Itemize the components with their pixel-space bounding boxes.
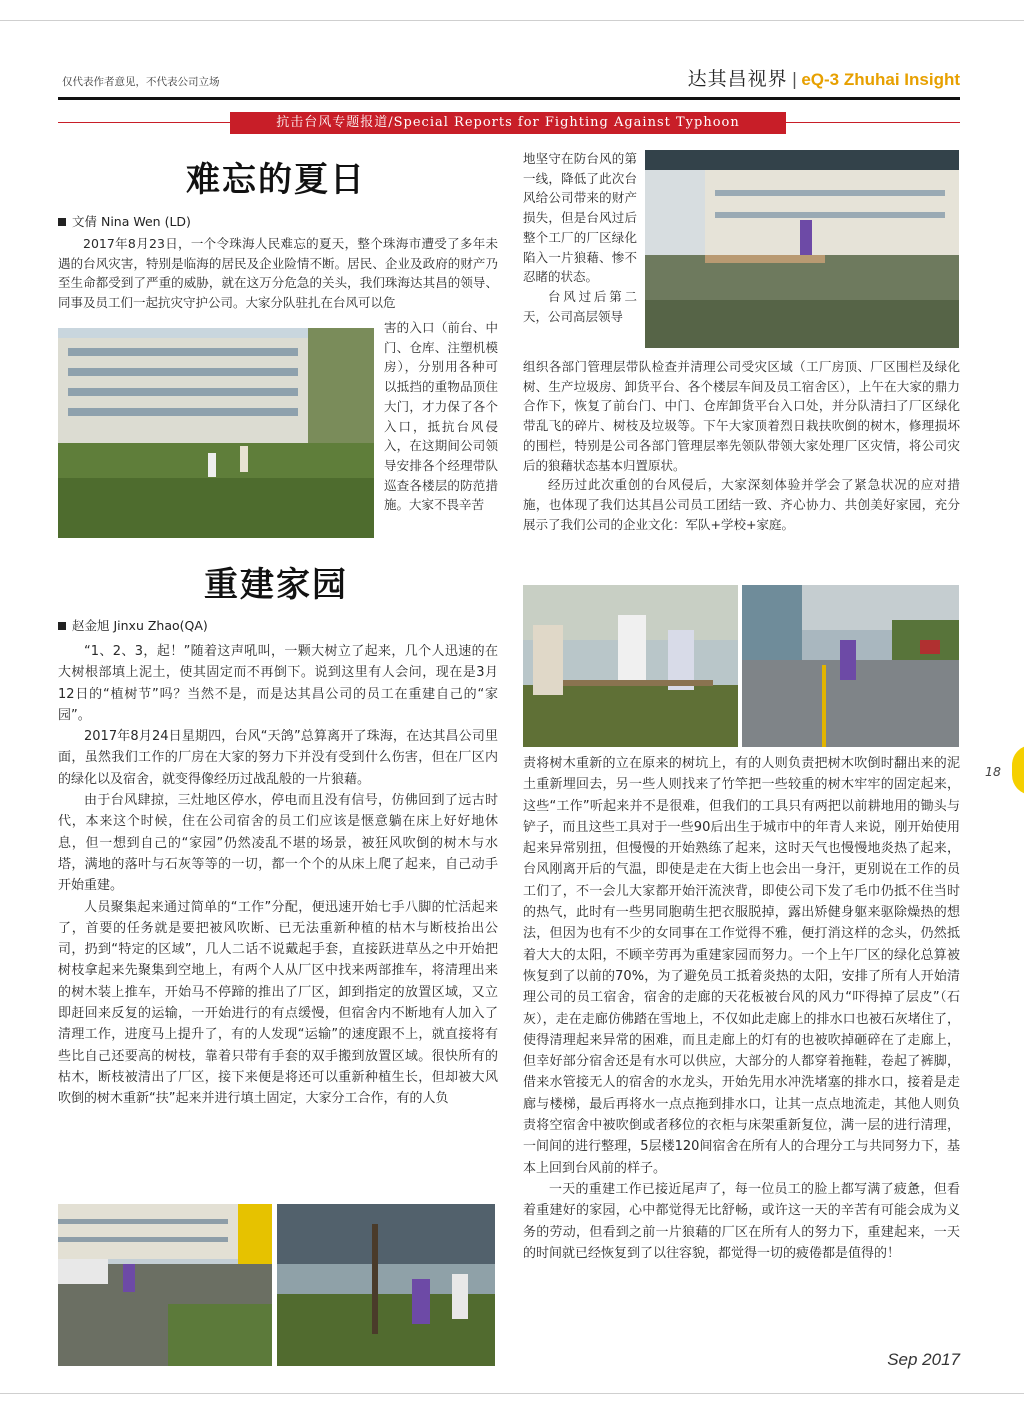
- article1-narrow-para: 害的入口（前台、中门、仓库、注塑机模房），分别用各种可以抵挡的重物品顶住大门，才力保了各个入口，抵抗台风侵入，在这期间公司领导安排各个经理带队巡查各楼层的防范措施。大家不畏辛苦: [384, 320, 498, 513]
- article1-author: 文倩 Nina Wen (LD): [72, 214, 191, 229]
- article2-left-column: [58, 641, 498, 1110]
- article2-title: 重建家园: [204, 565, 348, 605]
- article2-left-para: 由于台风肆掠，三灶地区停水，停电而且没有信号，仿佛回到了远古时代，本来这个时候，住在公司宿舍的员工们应该是惬意躺在床上好好地休息，但一想到自己的“家园”仍然凌乱不堪的场景，被狂风吹倒的树木与水塔，满地的落叶与石灰等等的一切，都一个个的从床上爬了起来，自己动手开始重建。: [58, 793, 498, 894]
- photo-fallen-trees: [645, 150, 959, 348]
- photo-lifting-tree-image: [523, 585, 738, 747]
- photo-factory-cleanup-image: [58, 328, 374, 538]
- photo-workers-branches-image: [58, 1204, 272, 1366]
- article1-right-top-para: 地坚守在防台风的第一线，降低了此次台风给公司带来的财产损失，但是台风过后整个工厂的厂区绿化陷入一片狼藉、惨不忍睹的状态。: [523, 151, 637, 285]
- article2-byline: [58, 616, 208, 634]
- page-bottom-border: [0, 1393, 1024, 1394]
- article1-right-top: [523, 149, 637, 326]
- header-disclaimer: 仅代表作者意见，不代表公司立场: [62, 76, 220, 88]
- photo-factory-cleanup: [58, 328, 374, 538]
- section-banner: 抗击台风专题报道/Special Reports for Fighting Against Typhoon: [230, 112, 786, 134]
- article1-narrow-column: [384, 318, 498, 515]
- photo-road-debris: [742, 585, 959, 747]
- header-rule: [58, 97, 960, 100]
- article1-right-start: 台风过后第二天，公司高层领导: [523, 288, 637, 324]
- photo-lifting-tree: [523, 585, 738, 747]
- article2-left-para: 人员聚集起来通过简单的“工作”分配，便迅速开始七手八脚的忙活起来了，首要的任务就是要把被风吹断、已无法重新种植的枯木与断枝抬出公司，扔到“特定的区域”，几人二话不说戴起手套，直接跃进草丛之中开始把树枝拿起来先聚集到空地上，有两个人从厂区中找来两部推车，将清理出来的树木装上推车，开始马不停蹄的推出了厂区，卸到指定的放置区域，又立即赶回来反复的运输，一开始进行的有点缓慢，但宿舍内不断地有人加入了清理工作，进度马上提升了，有的人发现“运输”的速度跟不上，就直接将有些比自己还要高的树枝，靠着只带有手套的双手搬到放置区域。很快所有的枯木，断枝被清出了厂区，接下来便是将还可以重新种植生长，但却被大风吹倒的树木重新“扶”起来并进行填土固定，大家分工合作，有的人负: [58, 899, 498, 1107]
- article1-intro-para: 2017年8月23日，一个令珠海人民难忘的夏天，整个珠海市遭受了多年未遇的台风灾害，特别是临海的居民及企业险情不断。居民、企业及政府的财产乃至生命都受到了严重的威胁，就在这万分危急的关头，我们珠海达其昌的领导、同事及员工们一起抗灾守护公司。大家分队驻扎在台风可以危: [58, 236, 498, 311]
- article2-left-para: “1、2、3，起！”随着这声吼叫，一颗大树立了起来，几个人迅速的在大树根部填上泥土，使其固定而不再倒下。说到这里有人会问，现在是3月12日的“植树节”吗？当然不是，而是达其昌公司的员工在重建自己的“家园”。: [58, 644, 498, 723]
- photo-road-debris-image: [742, 585, 959, 747]
- photo-fallen-trees-image: [645, 150, 959, 348]
- brand-chinese: 达其昌视界: [687, 68, 788, 90]
- byline-square-icon: [58, 218, 66, 226]
- article1-right-continued: [523, 357, 960, 534]
- article1-intro: [58, 234, 498, 313]
- page-top-border: [0, 20, 1024, 21]
- article1-closing: 经历过此次重创的台风侵后，大家深刻体验并学会了紧急状况的应对措施，也体现了我们达其昌公司员工团结一致、齐心协力、共创美好家园，充分展示了我们公司的企业文化：军队+学校+家庭。: [523, 477, 960, 532]
- article2-author: 赵金旭 Jinxu Zhao(QA): [72, 618, 208, 633]
- header-brand: [688, 64, 960, 91]
- banner-line-right: [786, 122, 960, 123]
- article1-right-cont: 组织各部门管理层带队检查并清理公司受灾区域（工厂房顶、厂区围栏及绿化树、生产垃圾房、卸货平台、各个楼层车间及员工宿舍区），上午在大家的鼎力合作下，恢复了前台门、中门、仓库卸货平台入口处，并分队清扫了厂区绿化带乱飞的碎片、树枝及垃圾等。下午大家顶着烈日栽扶吹倒的树木，修理损坏的围栏，特别是公司各部门管理层率先领队带领大家处理厂区灾情，将公司灾后的狼藉状态基本归置原状。: [523, 359, 960, 473]
- byline-square-icon: [58, 622, 66, 630]
- article2-right-para: 责将树木重新的立在原来的树坑上，有的人则负责把树木吹倒时翻出来的泥土重新埋回去，另一些人则找来了竹竿把一些较重的树木牢牢的固定起来，这些“工作”听起来并不是很难，但我们的工具只有两把以前耕地用的锄头与铲子，而且这些工具对于一些90后出生于城市中的年青人来说，刚开始使用起来异常别扭，但慢慢的开始熟练了起来，这时天气也慢慢地炎热了起来，台风刚离开后的气温，即使是走在大街上也会出一身汗，更别说在工作的员工们了，不一会儿大家都开始汗流浃背，即使公司下发了毛巾仍抵不住当时的热气，此时有一些男同胞萌生把衣服脱掉，露出矫健身躯来驱除燥热的想法，但因为也有不少的女同事在工作觉得不雅，便打消这样的念头，仍然抵着大大的太阳，不顾辛劳再为重建家园而努力。一个上午厂区的绿化总算被恢复到了以前的70%，为了避免员工抵着炎热的太阳，安排了所有人开始清理公司的员工宿舍，宿舍的走廊的天花板被台风的风力“吓得掉了层皮”（石灰），走在走廊仿佛踏在雪地上，不仅如此走廊上的排水口也被石灰堵住了，使得清理起来异常的困难，而且走廊上的灯有的也被吹掉砸碎在了走廊上，但幸好部分宿舍还是有水可以供应，大部分的人都穿着拖鞋，卷起了裤脚，借来水管接无人的宿舍的水龙头，开始先用水冲洗堵塞的排水口，接着是走廊与楼梯，最后再将水一点点拖到排水口，让其一点点地流走，其他人则负责将空宿舍中被吹倒或者移位的衣柜与床架重新复位，满一层的进行清理，一间间的进行整理，5层楼120间宿舍在所有人的合理分工与共同努力下，基本上回到台风前的样子。: [523, 756, 960, 1176]
- brand-separator: |: [791, 70, 798, 90]
- page-tab-marker: [1012, 745, 1024, 795]
- page-number: 18: [985, 764, 1001, 779]
- photo-tree-planting-image: [277, 1204, 495, 1366]
- article2-right-para: 一天的重建工作已接近尾声了，每一位员工的脸上都写满了疲惫，但看着重建好的家园，心中都觉得无比舒畅，或许这一天的辛苦有可能会成为义务的劳动，但看到之前一片狼藉的厂区在所有人的努力下，重建起来，一天的时间就已经恢复到了以往容貌，都觉得一切的疲倦都是值得的！: [523, 1181, 960, 1261]
- brand-english: eQ-3 Zhuhai Insight: [801, 70, 960, 89]
- article2-right-column: [523, 753, 960, 1264]
- banner-line-left: [58, 122, 230, 123]
- photo-workers-branches: [58, 1204, 272, 1366]
- issue-date: Sep 2017: [887, 1350, 960, 1369]
- article1-title: 难忘的夏日: [186, 160, 366, 200]
- article2-left-para: 2017年8月24日星期四，台风“天鸽”总算离开了珠海，在达其昌公司里面，虽然我们工作的厂房在大家的努力下并没有受到什么伤害，但在厂区内的绿化以及宿舍，就变得像经历过战乱般的一片狼藉。: [58, 729, 498, 787]
- article1-byline: [58, 212, 191, 230]
- photo-tree-planting: [277, 1204, 495, 1366]
